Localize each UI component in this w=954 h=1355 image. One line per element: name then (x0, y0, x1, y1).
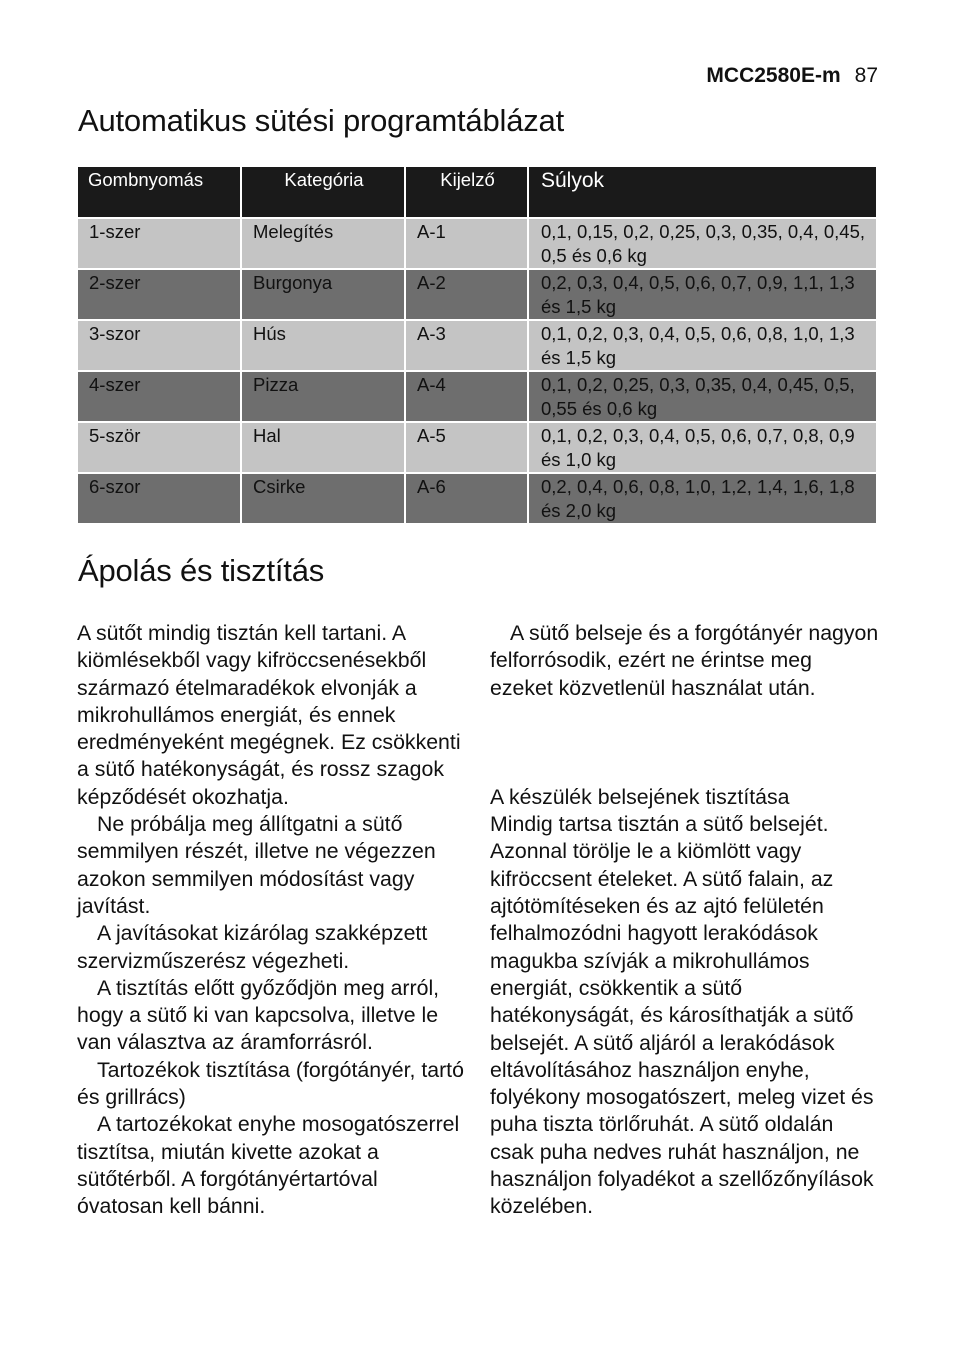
cell-presses: 5-ször (78, 422, 241, 473)
page-header (560, 64, 878, 88)
cell-display: A-6 (405, 473, 528, 523)
cell-category: Burgonya (241, 269, 405, 320)
cell-weights: 0,1, 0,2, 0,25, 0,3, 0,35, 0,4, 0,45, 0,5, 0,55 és 0,6 kg (528, 371, 876, 422)
hot-surface-warning: A sütő belseje és a forgótányér nagyon felforrósodik, ezért ne érintse meg ezeket közvetlenül használat után. (490, 621, 879, 700)
care-paragraph: Ne próbálja meg állítgatni a sütő semmilyen részét, illetve ne végezzen azokon semmilyen módosítást vagy javítást. (77, 812, 436, 918)
cell-category: Hús (241, 320, 405, 371)
cell-presses: 4-szer (78, 371, 241, 422)
cell-weights: 0,1, 0,2, 0,3, 0,4, 0,5, 0,6, 0,7, 0,8, 0,9 és 1,0 kg (528, 422, 876, 473)
care-right-column (490, 620, 880, 1221)
care-section-title: Ápolás és tisztítás (78, 553, 325, 588)
column-header-category: Kategória (241, 167, 405, 218)
care-paragraph: A sütőt mindig tisztán kell tartani. A kiömlésekből vagy kifröccsenésekből származó ételmaradékok elvonják a mikrohullámos energiát, és ennek eredményeként megégnek. Ez csökkenti a sütő hatékonyságát, és rossz szagok képződését okozhatja. (77, 621, 461, 809)
cell-presses: 2-szer (78, 269, 241, 320)
care-paragraph: A javításokat kizárólag szakképzett szervizműszerész végezheti. (77, 921, 428, 973)
cell-category: Csirke (241, 473, 405, 523)
cell-category: Hal (241, 422, 405, 473)
model-number: MCC2580E-m (706, 64, 841, 87)
cell-category: Pizza (241, 371, 405, 422)
cell-weights: 0,2, 0,4, 0,6, 0,8, 1,0, 1,2, 1,4, 1,6, 1,8 és 2,0 kg (528, 473, 876, 523)
column-spacer (490, 702, 880, 784)
column-header-weights: Súlyok (528, 167, 876, 218)
cell-weights: 0,1, 0,2, 0,3, 0,4, 0,5, 0,6, 0,8, 1,0, 1,3 és 1,5 kg (528, 320, 876, 371)
accessories-cleaning-heading: Tartozékok tisztítása (forgótányér, tartó és grillrács) (77, 1057, 464, 1110)
table-row (78, 269, 876, 320)
interior-cleaning-text: Mindig tartsa tisztán a sütő belsejét. Azonnal törölje le a kiömlött vagy kifröccsent ételeket. A sütő falain, az ajtótömítéseken és az ajtó felületén felhalmozódni hagyott lerakódások magukba szívják a mikrohullámos energiát, csökkentik a sütő hatékonyságát, és károsíthatják a sütő belsejét. A sütő aljáról a lerakódások eltávolításához használjon enyhe, folyékony mosogatószert, meleg vizet és puha tiszta törlőruhát. A sütő oldalán csak puha nedves ruhát használjon, ne használjon folyadékot a szellőzőnyílások közelében. (490, 812, 874, 1219)
cell-display: A-5 (405, 422, 528, 473)
cell-presses: 6-szor (78, 473, 241, 523)
page-number: 87 (854, 64, 878, 87)
care-paragraph: A tartozékokat enyhe mosogatószerrel tisztítsa, miután kivette azokat a sütőtérből. A forgótányértartóval óvatosan kell bánni. (77, 1112, 460, 1219)
table-row (78, 371, 876, 422)
cell-weights: 0,2, 0,3, 0,4, 0,5, 0,6, 0,7, 0,9, 1,1, 1,3 és 1,5 kg (528, 269, 876, 320)
program-table-title: Automatikus sütési programtáblázat (78, 103, 564, 138)
interior-cleaning-heading: A készülék belsejének tisztítása (490, 784, 790, 809)
care-left-column (77, 620, 469, 1221)
table-row (78, 218, 876, 269)
column-header-display: Kijelző (405, 167, 528, 218)
program-table (78, 167, 876, 523)
cell-display: A-4 (405, 371, 528, 422)
care-paragraph: A tisztítás előtt győződjön meg arról, hogy a sütő ki van kapcsolva, illetve le van választva az áramforrásról. (77, 975, 440, 1055)
cell-presses: 3-szor (78, 320, 241, 371)
cell-presses: 1-szer (78, 218, 241, 269)
cell-display: A-2 (405, 269, 528, 320)
cell-weights: 0,1, 0,15, 0,2, 0,25, 0,3, 0,35, 0,4, 0,45, 0,5 és 0,6 kg (528, 218, 876, 269)
cell-display: A-3 (405, 320, 528, 371)
table-row (78, 473, 876, 523)
column-header-presses: Gombnyomás (78, 167, 241, 218)
table-header-row (78, 167, 876, 218)
cell-category: Melegítés (241, 218, 405, 269)
table-row (78, 422, 876, 473)
cell-display: A-1 (405, 218, 528, 269)
table-row (78, 320, 876, 371)
